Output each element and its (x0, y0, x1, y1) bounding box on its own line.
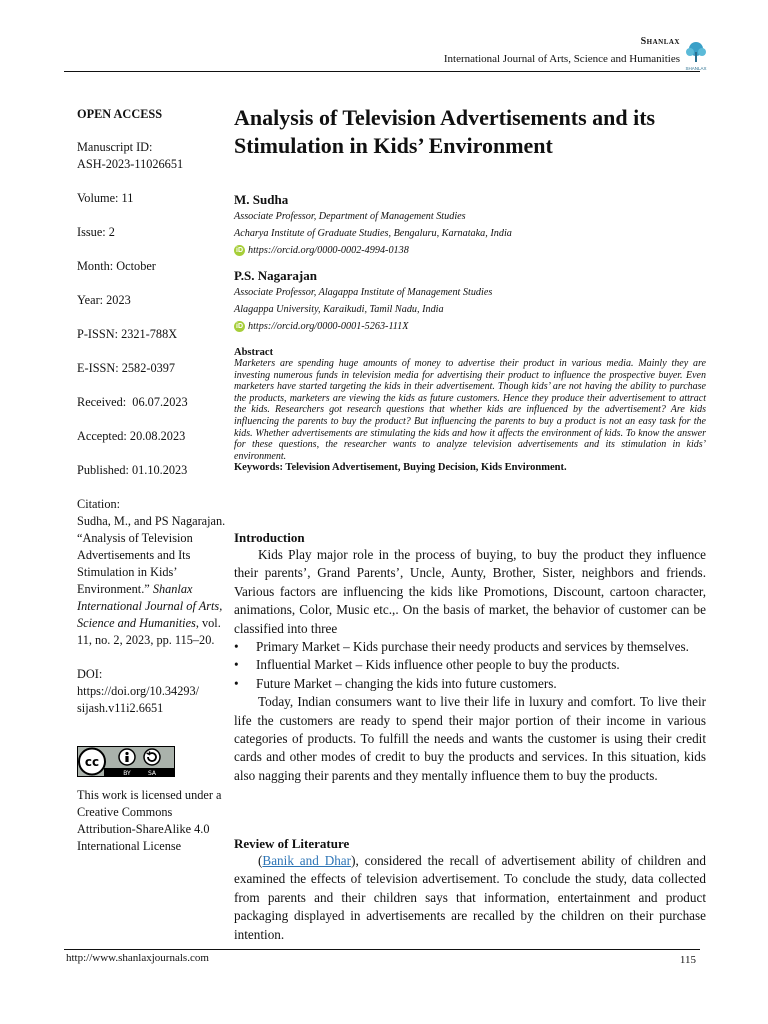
author-institution: Alagappa University, Karaikudi, Tamil Nadu, India (234, 304, 444, 315)
journal-brand: Shanlax (640, 36, 680, 47)
review-text: ), considered the recall of advertisement ability of children and examined the effects of television advertisement. To conclude the study, data collected from parents and their children says that information, entertainment and product packaging displayed in advertisements are recalled by the children on their purchase intention. (234, 853, 706, 942)
author-name: M. Sudha (234, 192, 289, 207)
citation-label: Citation: (77, 497, 121, 511)
list-item: • Future Market – changing the kids into future customers. (234, 675, 706, 693)
list-item: • Primary Market – Kids purchase their needy products and services by themselves. (234, 638, 706, 656)
orcid-link[interactable]: https://orcid.org/0000-0001-5263-111X (248, 321, 409, 332)
author-affiliation: Associate Professor, Department of Management Studies (234, 211, 466, 222)
citation-journal: Shanlax International Journal of Arts, Science and Humanities (77, 582, 223, 630)
review-heading: Review of Literature (234, 836, 350, 851)
open-access-label: OPEN ACCESS (77, 107, 163, 121)
year: Year: 2023 (77, 293, 131, 307)
author-institution: Acharya Institute of Graduate Studies, Bengaluru, Karnataka, India (234, 228, 512, 239)
citation-link[interactable]: Banik and Dhar (262, 853, 352, 868)
author-name: P.S. Nagarajan (234, 268, 317, 283)
introduction-section (234, 530, 706, 785)
header-rule (64, 71, 700, 72)
orcid-icon: iD (236, 247, 243, 254)
abstract-block (234, 347, 706, 473)
market-bullet-list (234, 638, 706, 693)
introduction-heading: Introduction (234, 530, 305, 545)
introduction-paragraph-2: Today, Indian consumers want to live their life in luxury and comfort. To live their life the customers are ready to spend their major portion of their income in various categories of products. To fulfill the needs and wants the customer is using their credit cards and other modes of credit to buy the products and services. In this situation, kids also nagging their parents and they mentally influence them to buy the products. (234, 694, 706, 783)
footer-rule (64, 949, 700, 950)
list-item: • Influential Market – Kids influence other people to buy the products. (234, 656, 706, 674)
doi-label: DOI: (77, 667, 103, 681)
abstract-text: Marketers are spending huge amounts of money to advertise their product in various media. Mainly they are investing numerous funds in television media for advertising their product to influence the prospective buyer. Even marketers have started targeting the kids in their advertisement. Though kids’ are not having the ability to purchase the products, marketers are viewing the kids as future customers. Hence they produce their advertisement to attract the kids. Researchers got research questions that whether kids are influenced by the advertisement? Are kids influencing the parents to buy the product? But influencing the parents to buy a product is not an easy task for the kids. Whether advertisements are stimulating the kids and how it affects the environment of kids. To know the answer for these questions, the researcher wants to analyze television advertisements and its stimulation in kids’ environment. (234, 358, 706, 462)
citation-text: Sudha, M., and PS Nagarajan. “Analysis of Television Advertisements and Its Stimulation in Kids’ Environment.” (77, 514, 226, 596)
accepted-date: Accepted: 20.08.2023 (77, 429, 186, 443)
e-issn: E-ISSN: 2582-0397 (77, 361, 176, 375)
author-block-1 (234, 192, 706, 259)
orcid-link[interactable]: https://orcid.org/0000-0002-4994-0138 (248, 245, 409, 256)
sidebar-meta (77, 106, 229, 717)
month: Month: October (77, 259, 156, 273)
review-paragraph (234, 852, 706, 944)
shanlax-logo-icon (683, 40, 709, 72)
manuscript-label: Manuscript ID: (77, 140, 153, 154)
abstract-heading: Abstract (234, 347, 274, 358)
review-section (234, 836, 706, 944)
review-open-paren: ( (258, 853, 263, 868)
article-title: Analysis of Television Advertisements and its Stimulation in Kids’ Environment (234, 105, 656, 158)
p-issn: P-ISSN: 2321-788X (77, 327, 178, 341)
cc-text: cc (84, 755, 100, 769)
sa-text: SA (147, 770, 157, 777)
logo-text: SHANLAX (685, 66, 707, 71)
published-date: Published: 01.10.2023 (77, 463, 188, 477)
volume: Volume: 11 (77, 191, 134, 205)
author-affiliation: Associate Professor, Alagappa Institute of Management Studies (234, 287, 493, 298)
introduction-paragraph-1: Kids Play major role in the process of buying, to buy the product they influence their parents’, Grand Parents’, Uncle, Aunty, Brother, Sister, neighbors and friends. Various factors are influencing the kids like Promotions, Discount, cartoon character, animations, Color, Music etc.,. On the basis of market, the behavior of customer can be classified into three (234, 547, 706, 636)
doi-link[interactable]: https://doi.org/10.34293/ sijash.v11i2.6651 (77, 684, 200, 715)
received-date: Received: 06.07.2023 (77, 395, 188, 409)
page-number: 115 (679, 954, 696, 966)
citation-details: , vol. 11, no. 2, 2023, pp. 115–20. (77, 616, 221, 647)
journal-name: International Journal of Arts, Science and Humanities (443, 53, 680, 65)
license-text: This work is licensed under a Creative Commons Attribution-ShareAlike 4.0 International License (77, 788, 222, 853)
orcid-row (234, 318, 706, 335)
cc-by-sa-license-icon[interactable] (77, 746, 175, 777)
keywords: Keywords: Television Advertisement, Buying Decision, Kids Environment. (234, 462, 567, 474)
manuscript-id: ASH-2023-11026651 (77, 157, 184, 171)
by-text: BY (123, 770, 131, 777)
orcid-icon: iD (236, 323, 243, 330)
orcid-row (234, 242, 706, 259)
citation (77, 513, 229, 649)
journal-url[interactable]: http://www.shanlaxjournals.com (66, 952, 209, 964)
author-block-2 (234, 268, 706, 335)
issue: Issue: 2 (77, 225, 115, 239)
